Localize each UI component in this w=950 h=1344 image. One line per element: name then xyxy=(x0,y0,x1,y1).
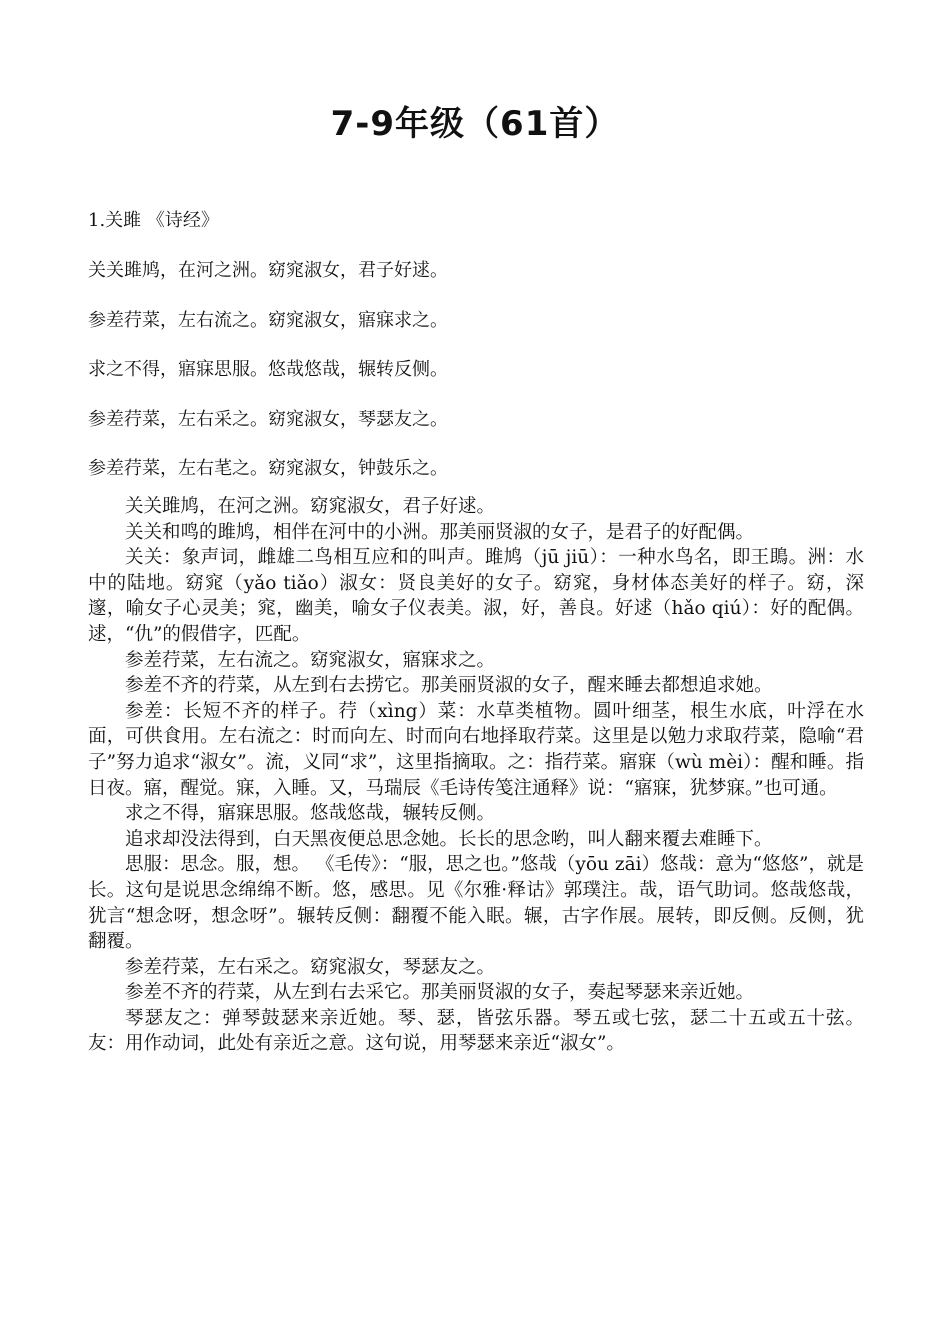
stanza-text: 关关雎鸠，在河之洲。窈窕淑女，君子好逑。 xyxy=(125,496,496,517)
stanza-text: 求之不得，寤寐思服。悠哉悠哉，辗转反侧。 xyxy=(125,803,496,825)
poem-line: 求之不得，寤寐思服。悠哉悠哉，辗转反侧。 xyxy=(88,359,448,380)
annotation-paragraph: 参差：长短不齐的样子。荇（xìng）菜：水草类植物。圆叶细茎，根生水底，叶浮在水面，可供食用。左右流之：时而向左、时而向右地择取荇菜。这里是以勉力求取荇菜，隐喻“君子”努力追求“淑女”。流，义同“求”，这里指摘取。之：指荇菜。寤寐（wù mèi）：醒和睡。指日夜。寤，醒觉。寐，入睡。又，马瑞辰《毛诗传笺注通释》说：“寤寐，犹梦寐。”也可通。 xyxy=(88,700,864,799)
annotation-paragraph: 思服：思念。服，想。 《毛传》：“服，思之也。”悠哉（yōu zāi）悠哉：意为“悠悠”，就是长。这句是说思念绵绵不断。悠，感思。见《尔雅·释诂》郭璞注。哉，语气助词。悠哉悠哉，犹言“想念呀，想念呀”。辗转反侧：翻覆不能入眠。辗，古字作展。展转，即反侧。反侧，犹翻覆。 xyxy=(88,854,864,953)
annotation-paragraph: 关关：象声词，雌雄二鸟相互应和的叫声。雎鸠（jū jiū）：一种水鸟名，即王鴡。洲：水中的陆地。窈窕（yǎo tiǎo）淑女：贤良美好的女子。窈窕，身材体态美好的样子。窈，深邃，喻女子心灵美；窕，幽美，喻女子仪表美。淑，好，善良。好逑（hǎo qiú）：好的配偶。逑，“仇”的假借字，匹配。 xyxy=(88,547,864,645)
poem-line: 参差荇菜，左右采之。窈窕淑女，琴瑟友之。 xyxy=(88,408,448,430)
annotation-section xyxy=(88,494,864,1057)
page-title: 7-9年级（61首） xyxy=(330,104,620,144)
stanza-text: 参差荇菜，左右采之。窈窕淑女，琴瑟友之。 xyxy=(125,956,496,978)
annotation-paragraph: 琴瑟友之：弹琴鼓瑟来亲近她。琴、瑟，皆弦乐器。琴五或七弦，瑟二十五或五十弦。友：用作动词，此处有亲近之意。这句说，用琴瑟来亲近“淑女”。 xyxy=(88,1007,864,1055)
translation-paragraph: 参差不齐的荇菜，从左到右去采它。那美丽贤淑的女子，奏起琴瑟来亲近她。 xyxy=(125,982,755,1004)
translation-paragraph: 参差不齐的荇菜，从左到右去捞它。那美丽贤淑的女子，醒来睡去都想追求她。 xyxy=(125,675,773,697)
poem-line: 关关雎鸠，在河之洲。窈窕淑女，君子好逑。 xyxy=(88,260,448,281)
poem-text xyxy=(88,258,868,506)
poem-line: 参差荇菜，左右芼之。窈窕淑女，钟鼓乐之。 xyxy=(88,458,448,479)
poem-line: 参差荇菜，左右流之。窈窕淑女，寤寐求之。 xyxy=(88,309,448,331)
stanza-text: 参差荇菜，左右流之。窈窕淑女，寤寐求之。 xyxy=(125,649,496,671)
translation-paragraph: 关关和鸣的雎鸠，相伴在河中的小洲。那美丽贤淑的女子，是君子的好配偶。 xyxy=(125,521,755,543)
translation-paragraph: 追求却没法得到，白天黑夜便总思念她。长长的思念哟，叫人翻来覆去难睡下。 xyxy=(125,828,773,850)
poem-heading: 1.关雎 《诗经》 xyxy=(88,210,219,231)
